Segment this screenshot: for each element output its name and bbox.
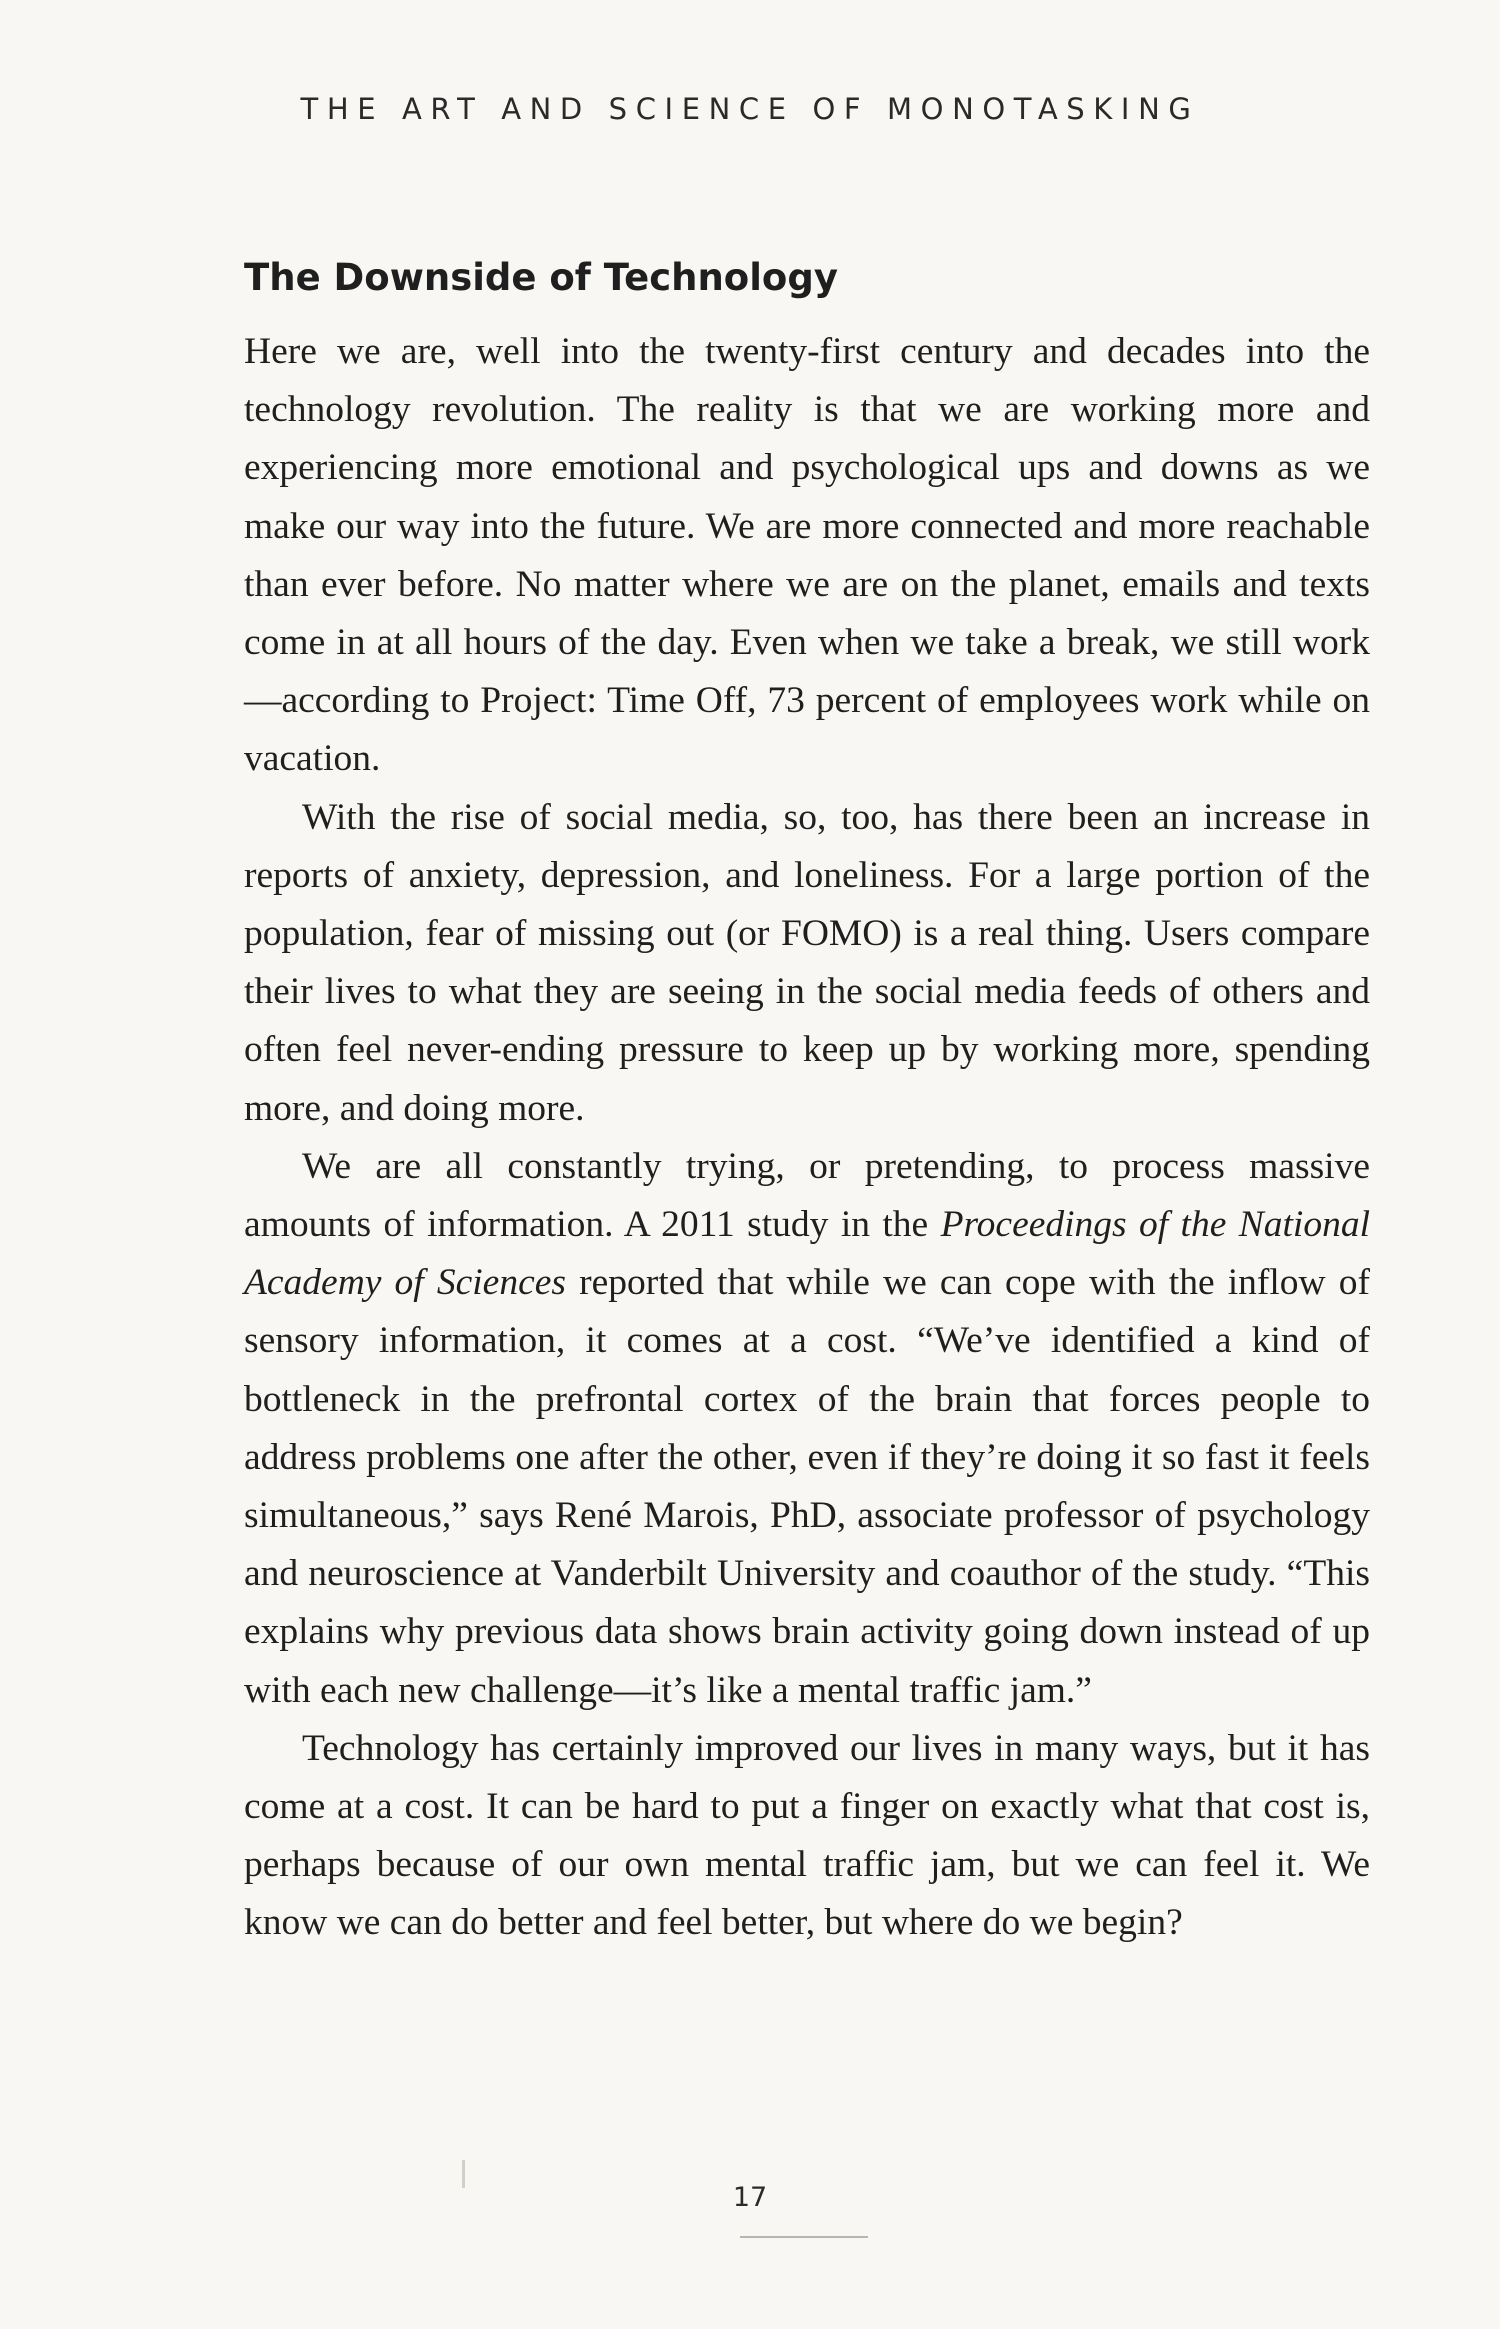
paragraph-1-text: Here we are, well into the twenty-first century and decades into the technology revolution. The reality is that we are working more and experiencing more emotional and psychological ups and downs as we make our way into the future. We are more connected and more reachable than ever before. No matter where we are on the planet, emails and texts come in at all hours of the day. Even when we take a break, we still work—according to Project: Time Off, 73 percent of employees work while on vacation.: [244, 331, 1370, 780]
paragraph-3: [244, 1138, 1370, 1720]
paragraph-2: [244, 789, 1370, 1138]
page-number: 17: [732, 2182, 768, 2213]
paragraph-2-text: With the rise of social media, so, too, has there been an increase in reports of anxiety, depression, and loneliness. For a large portion of the population, fear of missing out (or FOMO) is a real thing. Users compare their lives to what they are seeing in the social media feeds of others and often feel never-ending pressure to keep up by working more, spending more, and doing more.: [244, 796, 1370, 1129]
paragraph-3-text-start: We are all constantly trying, or pretending, to process massive amounts of information. A 2011 study in the: [244, 1145, 1370, 1246]
paragraph-3-text-end: reported that while we can cope with the inflow of sensory information, it comes at a cost. “We’ve identified a kind of bottleneck in the prefrontal cortex of the brain that forces people to address problems one after the other, even if they’re doing it so fast it feels simultaneous,” says René Marois, PhD, associate professor of psychology and neuroscience at Vanderbilt University and coauthor of the study. “This explains why previous data shows brain activity going down instead of up with each new challenge—it’s like a mental traffic jam.”: [244, 1262, 1371, 1711]
journal-title: Proceedings of the National Academy of Sciences: [244, 1204, 1370, 1304]
paragraph-4-text: Technology has certainly improved our lives in many ways, but it has come at a cost. It can be hard to put a finger on exactly what that cost is, perhaps because of our own mental traffic jam, but we can feel it. We know we can do better and feel better, but where do we begin?: [244, 1727, 1370, 1944]
paragraph-1: [244, 323, 1370, 789]
running-head: THE ART AND SCIENCE OF MONOTASKING: [300, 92, 1200, 126]
section-heading: The Downside of Technology: [244, 256, 838, 299]
paragraph-4: [244, 1720, 1370, 1953]
folio-rule: [740, 2236, 868, 2238]
body-text: [244, 323, 1370, 1953]
